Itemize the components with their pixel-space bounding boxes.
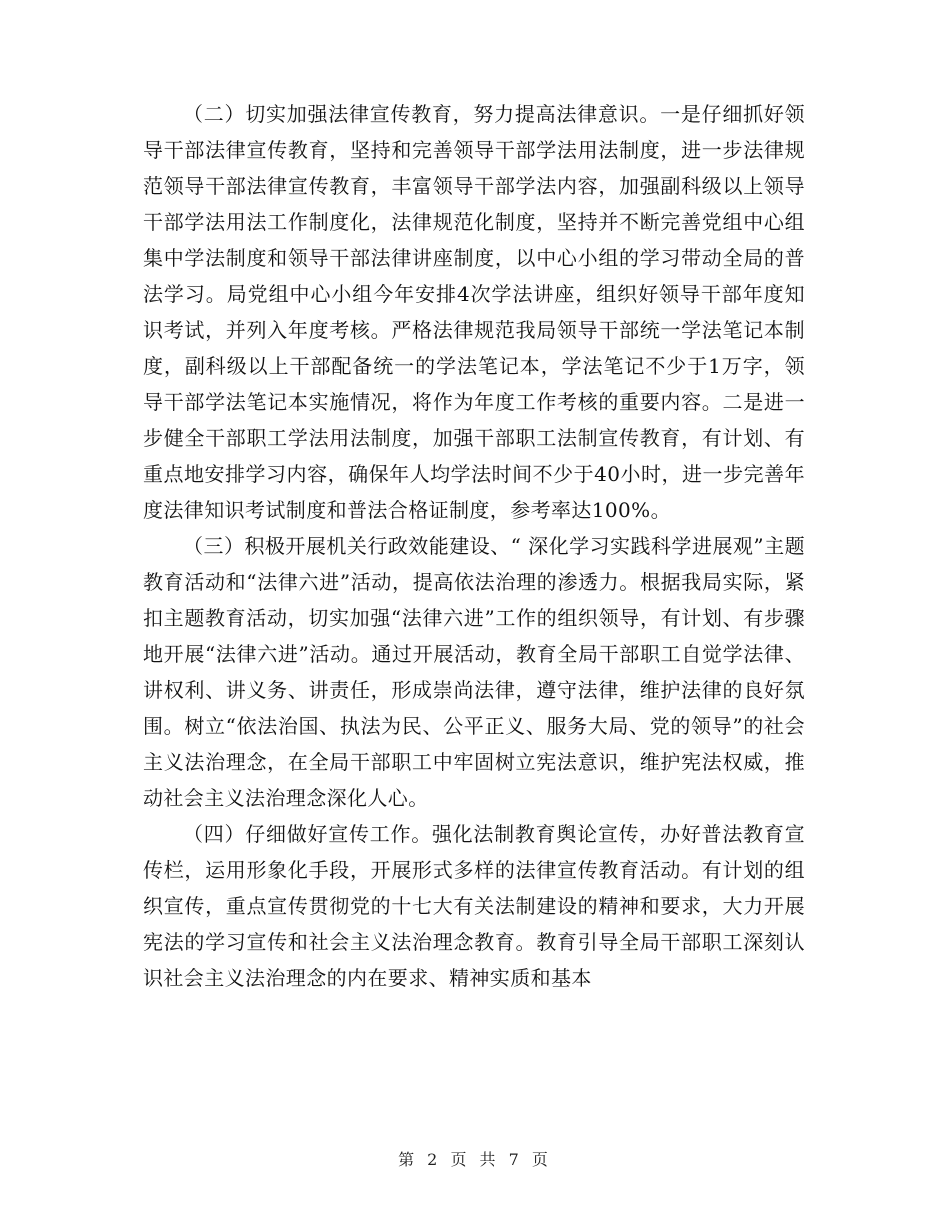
page-number-footer: 第 2 页 共 7 页 <box>398 1150 552 1169</box>
paragraph-section-2: （二）切实加强法律宣传教育，努力提高法律意识。一是仔细抓好领导干部法律宣传教育，坚持和完善领导干部学法用法制度，进一步法律规范领导干部法律宣传教育，丰富领导干部学法内容，加强副科级以上领导干部学法用法工作制度化，法律规范化制度，坚持并不断完善党组中心组集中学法制度和领导干部法律讲座制度，以中心小组的学习带动全局的普法学习。局党组中心小组今年安排4次学法讲座，组织好领导干部年度知识考试，并列入年度考核。严格法律规范我局领导干部统一学法笔记本制度，副科级以上干部配备统一的学法笔记本，学法笔记不少于1万字，领导干部学法笔记本实施情况，将作为年度工作考核的重要内容。二是进一步健全干部职工学法用法制度，加强干部职工法制宣传教育，有计划、有重点地安排学习内容，确保年人均学法时间不少于40小时，进一步完善年度法律知识考试制度和普法合格证制度，参考率达100%。 <box>143 102 805 522</box>
paragraph-section-4: （四）仔细做好宣传工作。强化法制教育舆论宣传，办好普法教育宣传栏，运用形象化手段，开展形式多样的法律宣传教育活动。有计划的组织宣传，重点宣传贯彻党的十七大有关法制建设的精神和要求，大力开展宪法的学习宣传和社会主义法治理念教育。教育引导全局干部职工深刻认识社会主义法治理念的内在要求、精神实质和基本 <box>143 822 805 990</box>
document-body <box>143 96 805 996</box>
paragraph-section-3: （三）积极开展机关行政效能建设、“ 深化学习实践科学进展观”主题教育活动和“法律六进”活动，提高依法治理的渗透力。根据我局实际，紧扣主题教育活动，切实加强“法律六进”工作的组织领导，有计划、有步骤地开展“法律六进”活动。通过开展活动，教育全局干部职工自觉学法律、讲权利、讲义务、讲责任，形成崇尚法律，遵守法律，维护法律的良好氛围。树立“依法治国、执法为民、公平正义、服务大局、党的领导”的社会主义法治理念，在全局干部职工中牢固树立宪法意识，维护宪法权威，推动社会主义法治理念深化人心。 <box>143 534 805 810</box>
